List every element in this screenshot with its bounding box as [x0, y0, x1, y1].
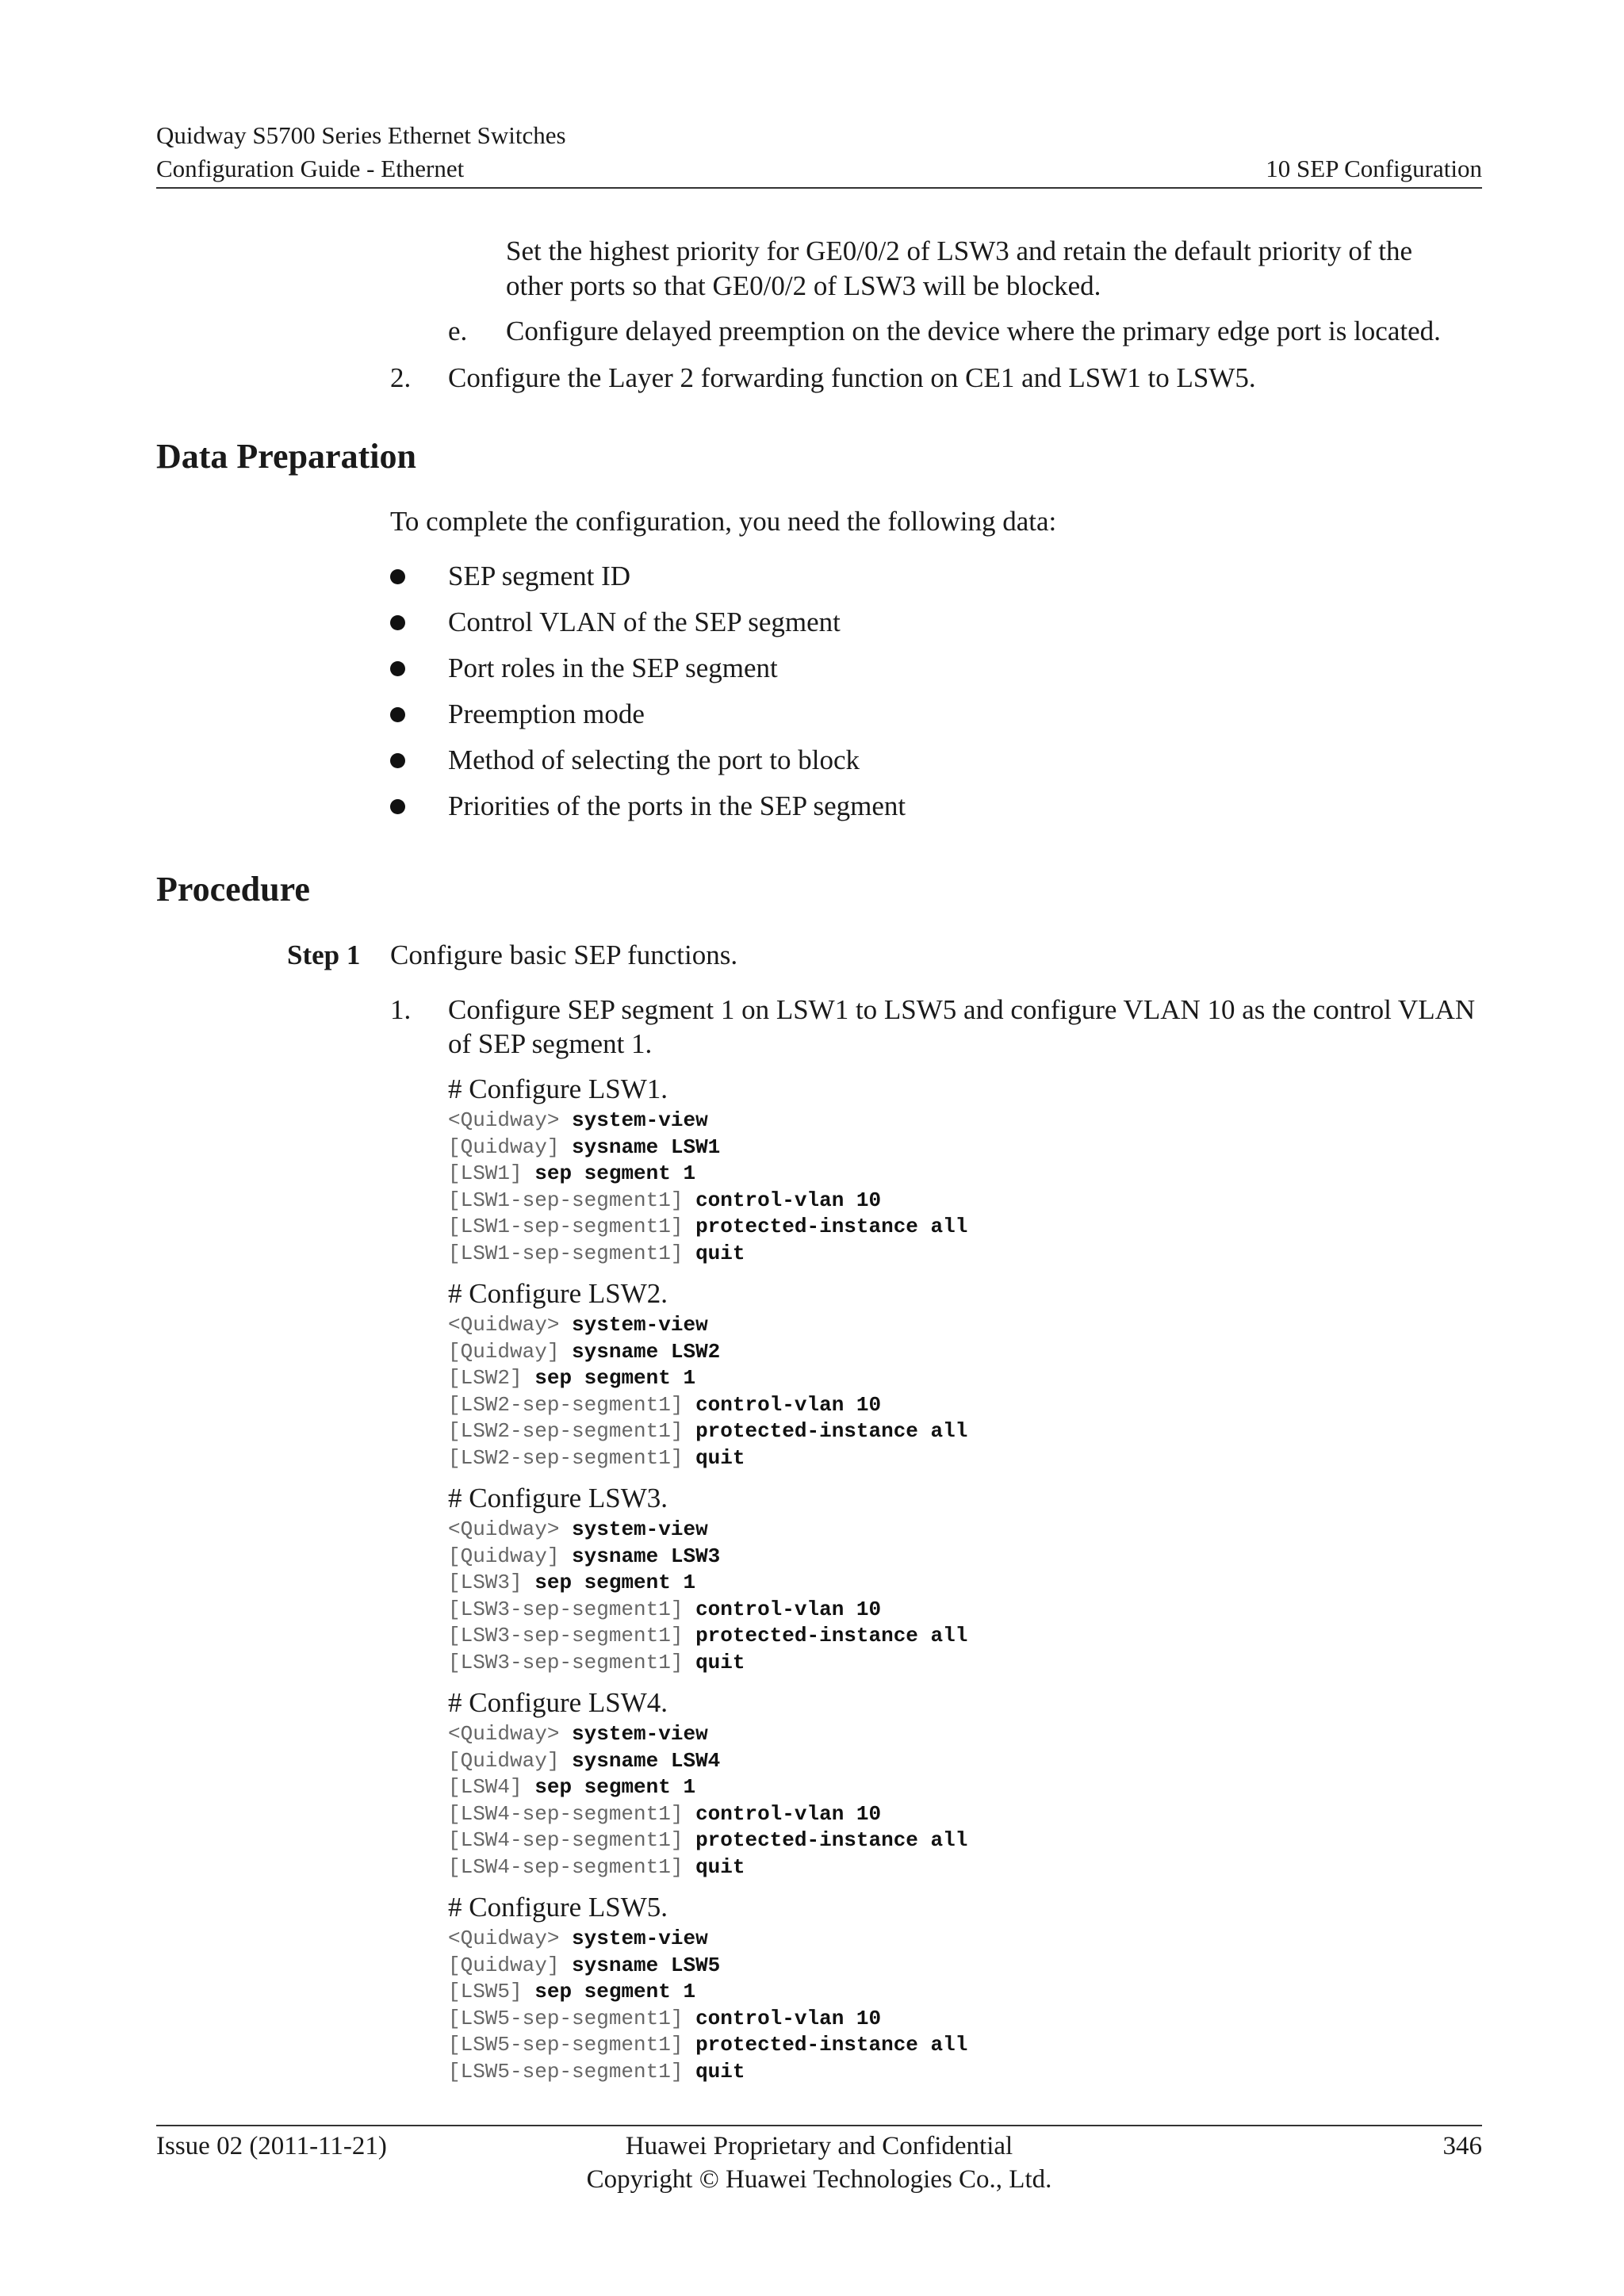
cli-command: system-view: [572, 1313, 708, 1337]
page-header: [156, 119, 1482, 189]
code-block: [448, 1312, 967, 1471]
code-line: [448, 1721, 967, 1748]
cli-prompt: [Quidway]: [448, 1953, 560, 1977]
code-line: [448, 1854, 967, 1881]
cli-prompt: [LSW3-sep-segment1]: [448, 1650, 684, 1674]
cli-command: system-view: [572, 1927, 708, 1950]
code-line: [448, 1570, 967, 1597]
cli-command: system-view: [572, 1722, 708, 1746]
code-line: [448, 1241, 967, 1268]
cli-command: control-vlan 10: [695, 2006, 882, 2030]
cli-prompt: [LSW4-sep-segment1]: [448, 1854, 684, 1879]
code-line: [448, 1135, 967, 1161]
code-line: [448, 1827, 967, 1854]
cli-command: sysname LSW2: [572, 1339, 721, 1364]
config-comment: # Configure LSW3.: [448, 1483, 668, 1513]
list-item-2: Configure the Layer 2 forwarding function on CE1 and LSW1 to LSW5.: [448, 362, 1256, 393]
cli-prompt: [LSW5-sep-segment1]: [448, 2033, 684, 2057]
list-item-e: Configure delayed preemption on the device where the primary edge port is located.: [506, 316, 1441, 346]
cli-command: control-vlan 10: [695, 1597, 882, 1621]
cli-command: protected-instance all: [695, 2033, 968, 2057]
code-line: [448, 1801, 967, 1828]
code-line: [448, 1445, 967, 1472]
cli-prompt: <Quidway>: [448, 1313, 560, 1337]
sub-step-text-line1: Configure SEP segment 1 on LSW1 to LSW5 and configure VLAN 10 as the control VLAN: [448, 994, 1476, 1025]
cli-command: quit: [695, 1445, 745, 1470]
code-line: [448, 1161, 967, 1188]
code-line: [448, 1339, 967, 1366]
code-line: [448, 1926, 967, 1953]
bullet-item: Control VLAN of the SEP segment: [448, 607, 841, 637]
cli-prompt: [LSW4-sep-segment1]: [448, 1801, 684, 1826]
bullet-item: SEP segment ID: [448, 561, 631, 591]
cli-command: system-view: [572, 1517, 708, 1541]
cli-prompt: [LSW3-sep-segment1]: [448, 1624, 684, 1647]
cli-command: control-vlan 10: [695, 1392, 882, 1417]
cli-prompt: [Quidway]: [448, 1339, 560, 1364]
cli-command: system-view: [572, 1108, 708, 1132]
cli-prompt: [LSW3-sep-segment1]: [448, 1597, 684, 1621]
cli-prompt: [LSW5-sep-segment1]: [448, 2059, 684, 2084]
bullet-icon: [390, 707, 405, 722]
cli-command: control-vlan 10: [695, 1801, 882, 1826]
footer-center: [156, 2130, 1482, 2196]
code-block: [448, 1926, 967, 2085]
code-line: [448, 1188, 967, 1215]
code-line: [448, 1418, 967, 1445]
cli-prompt: [LSW2-sep-segment1]: [448, 1419, 684, 1443]
cli-command: sysname LSW4: [572, 1748, 721, 1773]
cli-command: sep segment 1: [534, 1366, 696, 1390]
footer-copyright: Copyright © Huawei Technologies Co., Ltd.: [586, 2165, 1052, 2194]
code-block: [448, 1108, 967, 1267]
footer-issue: Issue 02 (2011-11-21): [156, 2132, 387, 2160]
config-comment: # Configure LSW1.: [448, 1073, 668, 1104]
code-line: [448, 1312, 967, 1339]
header-section-title: 10 SEP Configuration: [1266, 155, 1482, 182]
config-comment: # Configure LSW5.: [448, 1892, 668, 1923]
cli-prompt: [LSW2-sep-segment1]: [448, 1445, 684, 1470]
cli-prompt: [LSW1-sep-segment1]: [448, 1188, 684, 1212]
sub-step-text-line2: of SEP segment 1.: [448, 1028, 653, 1059]
cli-prompt: [Quidway]: [448, 1135, 560, 1159]
cli-command: sep segment 1: [534, 1775, 696, 1799]
code-line: [448, 1774, 967, 1801]
code-line: [448, 1544, 967, 1571]
step-text: Configure basic SEP functions.: [390, 939, 738, 970]
cli-command: protected-instance all: [695, 1419, 968, 1443]
footer-proprietary: Huawei Proprietary and Confidential: [625, 2132, 1013, 2160]
cli-command: protected-instance all: [695, 1215, 968, 1238]
cli-command: sysname LSW3: [572, 1544, 721, 1568]
code-line: [448, 1214, 967, 1241]
footer-page-number: 346: [1442, 2132, 1482, 2160]
code-line: [448, 1623, 967, 1650]
cli-prompt: [LSW1-sep-segment1]: [448, 1215, 684, 1238]
code-line: [448, 1108, 967, 1135]
code-line: [448, 1597, 967, 1624]
cli-prompt: <Quidway>: [448, 1108, 560, 1132]
section-heading-procedure: Procedure: [156, 870, 310, 909]
config-comment: # Configure LSW4.: [448, 1687, 668, 1718]
code-line: [448, 1953, 967, 1980]
code-line: [448, 1392, 967, 1419]
sub-step-marker: 1.: [390, 994, 412, 1025]
cli-prompt: [LSW3]: [448, 1571, 523, 1594]
cli-prompt: [Quidway]: [448, 1748, 560, 1773]
code-block: [448, 1721, 967, 1881]
bullet-icon: [390, 799, 405, 814]
cli-command: control-vlan 10: [695, 1188, 882, 1212]
header-product-title: Quidway S5700 Series Ethernet Switches: [156, 121, 566, 149]
cli-command: protected-instance all: [695, 1624, 968, 1647]
cli-command: quit: [695, 1650, 745, 1674]
cli-prompt: [LSW4]: [448, 1775, 523, 1799]
list-marker-e: e.: [448, 316, 468, 346]
cli-prompt: [Quidway]: [448, 1544, 560, 1568]
data-prep-intro: To complete the configuration, you need the following data:: [390, 506, 1057, 537]
code-line: [448, 2059, 967, 2086]
bullet-item: Port roles in the SEP segment: [448, 652, 778, 683]
code-line: [448, 1748, 967, 1775]
bullet-item: Priorities of the ports in the SEP segment: [448, 790, 906, 821]
code-block: [448, 1517, 967, 1676]
section-heading-data-preparation: Data Preparation: [156, 437, 416, 476]
code-line: [448, 1650, 967, 1677]
code-line: [448, 1365, 967, 1392]
cli-command: quit: [695, 1241, 745, 1265]
cli-command: sep segment 1: [534, 1161, 696, 1185]
code-line: [448, 1517, 967, 1544]
cli-command: sysname LSW5: [572, 1953, 721, 1977]
cli-command: sysname LSW1: [572, 1135, 721, 1159]
cli-prompt: [LSW4-sep-segment1]: [448, 1828, 684, 1852]
cli-prompt: <Quidway>: [448, 1722, 560, 1746]
bullet-item: Method of selecting the port to block: [448, 744, 860, 775]
cli-prompt: [LSW1]: [448, 1161, 523, 1185]
code-line: [448, 2006, 967, 2033]
code-line: [448, 1979, 967, 2006]
header-guide-title: Configuration Guide - Ethernet: [156, 155, 465, 182]
cli-prompt: [LSW2]: [448, 1366, 523, 1390]
cli-prompt: <Quidway>: [448, 1517, 560, 1541]
cli-prompt: [LSW5]: [448, 1980, 523, 2003]
intro-paragraph-line2: other ports so that GE0/0/2 of LSW3 will be blocked.: [506, 270, 1101, 301]
code-line: [448, 2032, 967, 2059]
cli-command: quit: [695, 2059, 745, 2084]
list-marker-2: 2.: [390, 362, 412, 393]
cli-command: sep segment 1: [534, 1980, 696, 2003]
bullet-icon: [390, 661, 405, 676]
cli-prompt: [LSW2-sep-segment1]: [448, 1392, 684, 1417]
bullet-item: Preemption mode: [448, 698, 645, 729]
cli-prompt: [LSW1-sep-segment1]: [448, 1241, 684, 1265]
cli-prompt: [LSW5-sep-segment1]: [448, 2006, 684, 2030]
bullet-icon: [390, 569, 405, 584]
bullet-icon: [390, 615, 405, 630]
cli-command: sep segment 1: [534, 1571, 696, 1594]
config-comment: # Configure LSW2.: [448, 1278, 668, 1309]
cli-prompt: <Quidway>: [448, 1927, 560, 1950]
intro-paragraph-line1: Set the highest priority for GE0/0/2 of LSW3 and retain the default priority of the: [506, 235, 1413, 266]
cli-command: quit: [695, 1854, 745, 1879]
page-footer: [156, 2125, 1482, 2194]
step-label: Step 1: [287, 939, 361, 970]
cli-command: protected-instance all: [695, 1828, 968, 1852]
bullet-icon: [390, 753, 405, 768]
